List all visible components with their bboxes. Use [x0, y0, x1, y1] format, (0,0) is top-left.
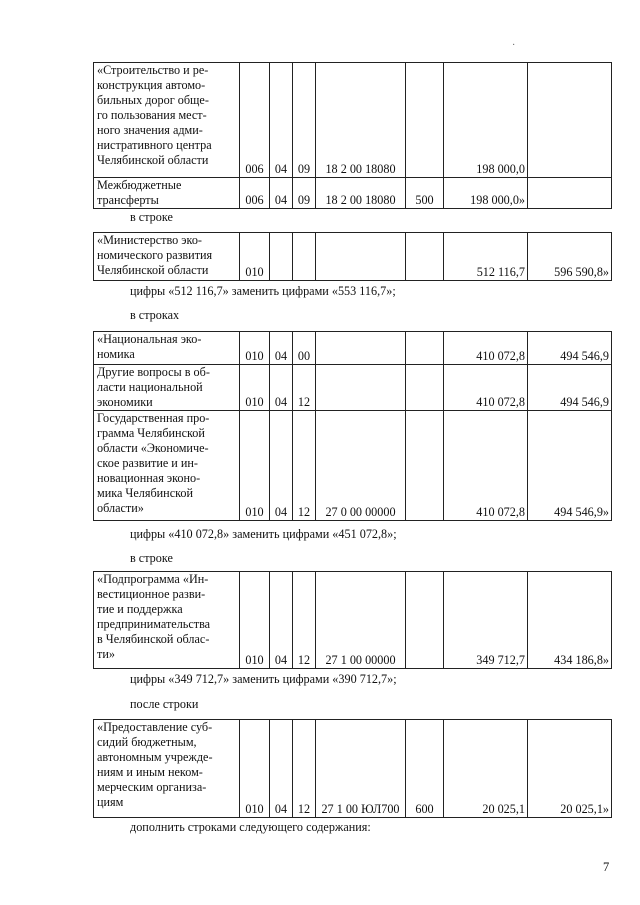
instruction-text: в строке — [130, 210, 173, 224]
budget-table-2 — [93, 232, 612, 281]
row-name: «Национальная эко- номика — [94, 332, 240, 365]
code-ministry: 010 — [240, 233, 270, 281]
code-section: 04 — [270, 63, 293, 178]
code-expense-type — [406, 233, 444, 281]
row-name: «Подпрограмма «Ин- вестиционное разви- тие и поддержка предпринимательства в Челябинской облас- ти» — [94, 572, 240, 669]
code-expense-type — [406, 365, 444, 411]
amount-2: 596 590,8» — [528, 233, 612, 281]
code-ministry: 006 — [240, 178, 270, 209]
code-section: 04 — [270, 572, 293, 669]
code-target: 27 0 00 00000 — [316, 411, 406, 521]
code-ministry: 010 — [240, 720, 270, 818]
row-name: «Предоставление суб- сидий бюджетным, автономным учрежде- ниям и иным неком- мерческим организа- циям — [94, 720, 240, 818]
row-name: Межбюджетные трансферты — [94, 178, 240, 209]
code-target: 18 2 00 18080 — [316, 63, 406, 178]
amount-2: 434 186,8» — [528, 572, 612, 669]
amount-1: 349 712,7 — [444, 572, 528, 669]
code-expense-type — [406, 572, 444, 669]
row-name: «Строительство и ре- конструкция автомо- бильных дорог обще- го пользования мест- ного значения адми- нистративного центра Челябинской области — [94, 63, 240, 178]
code-ministry: 010 — [240, 572, 270, 669]
code-ministry: 010 — [240, 365, 270, 411]
code-ministry: 010 — [240, 411, 270, 521]
code-target — [316, 233, 406, 281]
amount-1: 20 025,1 — [444, 720, 528, 818]
code-subsection: 12 — [293, 365, 316, 411]
table-row — [94, 720, 612, 818]
code-section — [270, 233, 293, 281]
code-target: 27 1 00 00000 — [316, 572, 406, 669]
code-subsection: 00 — [293, 332, 316, 365]
code-subsection: 09 — [293, 63, 316, 178]
code-target — [316, 365, 406, 411]
budget-table-5 — [93, 719, 612, 818]
code-subsection — [293, 233, 316, 281]
table-row — [94, 411, 612, 521]
amount-2 — [528, 63, 612, 178]
code-target: 18 2 00 18080 — [316, 178, 406, 209]
amount-2: 494 546,9 — [528, 365, 612, 411]
budget-table-1 — [93, 62, 612, 209]
instruction-text: в строках — [130, 308, 180, 322]
scan-mark: · — [512, 40, 516, 51]
code-section: 04 — [270, 178, 293, 209]
code-expense-type — [406, 63, 444, 178]
code-section: 04 — [270, 332, 293, 365]
code-section: 04 — [270, 411, 293, 521]
amount-1: 410 072,8 — [444, 365, 528, 411]
code-target — [316, 332, 406, 365]
row-name: «Министерство эко- номического развития Челябинской области — [94, 233, 240, 281]
code-ministry: 006 — [240, 63, 270, 178]
code-subsection: 12 — [293, 720, 316, 818]
instruction-text: в строке — [130, 551, 173, 565]
code-expense-type: 500 — [406, 178, 444, 209]
amount-1: 410 072,8 — [444, 332, 528, 365]
page-number: 7 — [603, 860, 610, 874]
code-subsection: 09 — [293, 178, 316, 209]
instruction-text: цифры «512 116,7» заменить цифрами «553 116,7»; — [130, 284, 396, 298]
table-row — [94, 233, 612, 281]
code-subsection: 12 — [293, 411, 316, 521]
budget-table-4 — [93, 571, 612, 669]
instruction-text: цифры «410 072,8» заменить цифрами «451 072,8»; — [130, 527, 397, 541]
row-name: Другие вопросы в об- ласти национальной экономики — [94, 365, 240, 411]
table-row — [94, 63, 612, 178]
budget-table-3 — [93, 331, 612, 521]
amount-1: 198 000,0 — [444, 63, 528, 178]
table-row — [94, 332, 612, 365]
instruction-text: после строки — [130, 697, 199, 711]
amount-1: 198 000,0» — [444, 178, 528, 209]
amount-2 — [528, 178, 612, 209]
amount-2: 494 546,9» — [528, 411, 612, 521]
table-row — [94, 365, 612, 411]
code-expense-type: 600 — [406, 720, 444, 818]
amount-2: 494 546,9 — [528, 332, 612, 365]
code-subsection: 12 — [293, 572, 316, 669]
table-row — [94, 178, 612, 209]
code-expense-type — [406, 411, 444, 521]
code-ministry: 010 — [240, 332, 270, 365]
code-section: 04 — [270, 365, 293, 411]
amount-2: 20 025,1» — [528, 720, 612, 818]
code-target: 27 1 00 ЮЛ700 — [316, 720, 406, 818]
amount-1: 512 116,7 — [444, 233, 528, 281]
amount-1: 410 072,8 — [444, 411, 528, 521]
code-section: 04 — [270, 720, 293, 818]
code-expense-type — [406, 332, 444, 365]
table-row — [94, 572, 612, 669]
instruction-text: цифры «349 712,7» заменить цифрами «390 712,7»; — [130, 672, 397, 686]
instruction-text: дополнить строками следующего содержания: — [130, 820, 371, 834]
row-name: Государственная про- грамма Челябинской области «Экономиче- ское развитие и ин- новационная эконо- мика Челябинской области» — [94, 411, 240, 521]
